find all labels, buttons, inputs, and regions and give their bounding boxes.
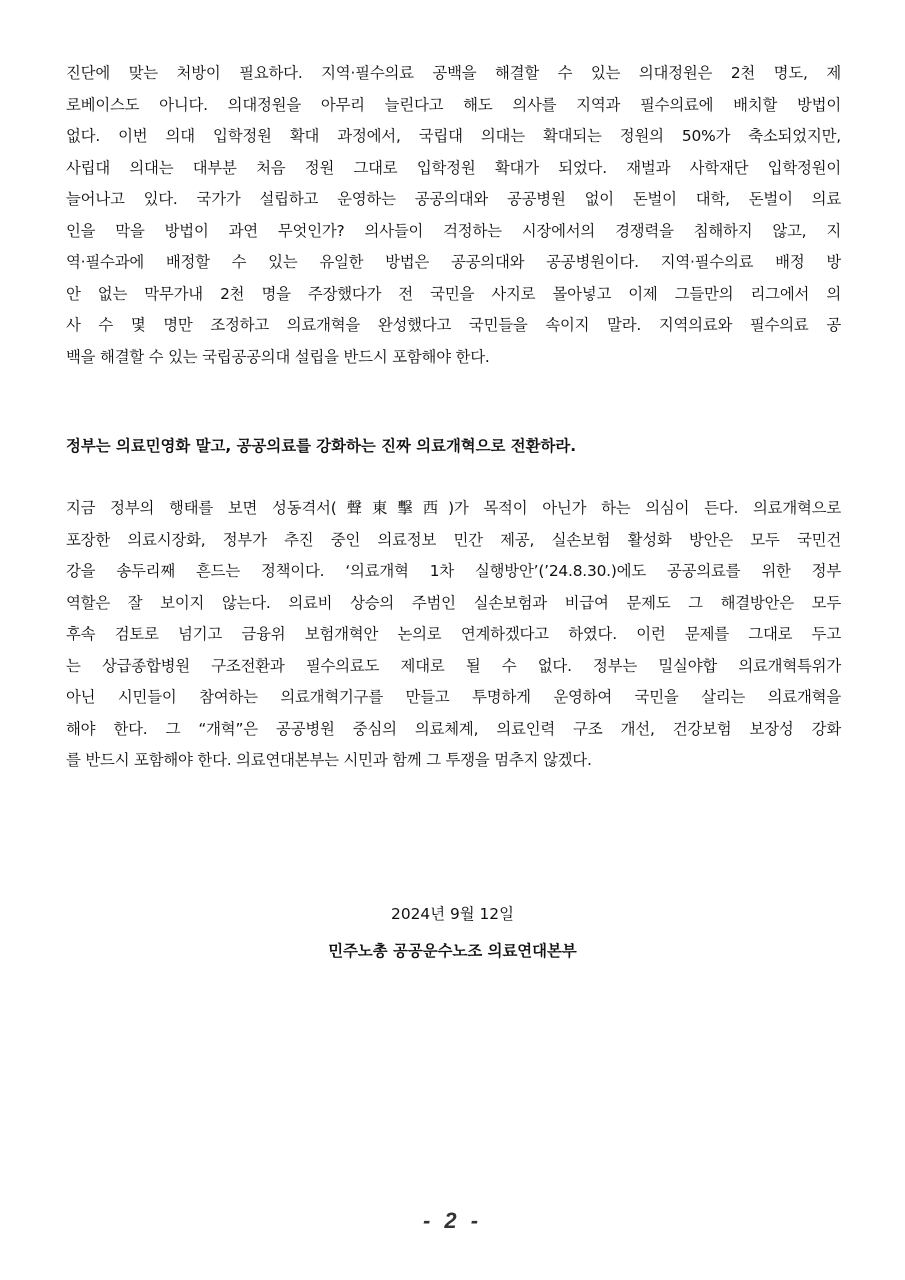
- issue-date: 2024년 9월 12일: [391, 905, 514, 923]
- paragraph-line: 없다. 이번 의대 입학정원 확대 과정에서, 국립대 의대는 확대되는 정원의 50%가 축소되었지만,: [66, 127, 841, 145]
- paragraph-line: 늘어나고 있다. 국가가 설립하고 운영하는 공공의대와 공공병원 없이 돈벌이 대학, 돈벌이 의료: [66, 190, 841, 208]
- paragraph-line: 포장한 의료시장화, 정부가 추진 중인 의료정보 민간 제공, 실손보험 활성화 방안은 모두 국민건: [66, 530, 841, 549]
- paragraph-line: 아닌 시민들이 참여하는 의료개혁기구를 만들고 투명하게 운영하여 국민을 살리는 의료개혁을: [66, 688, 841, 706]
- page-number: - 2 -: [422, 1208, 483, 1233]
- paragraph-line: 안 없는 막무가내 2천 명을 주장했다가 전 국민을 사지로 몰아넣고 이제 그들만의 리그에서 의: [66, 284, 841, 303]
- paragraph-line: 진단에 맞는 처방이 필요하다. 지역·필수의료 공백을 해결할 수 있는 의대정원은 2천 명도, 제: [66, 64, 841, 82]
- paragraph-line: 역·필수과에 배정할 수 있는 유일한 방법은 공공의대와 공공병원이다. 지역·필수의료 배정 방: [66, 253, 841, 271]
- section-heading: 정부는 의료민영화 말고, 공공의료를 강화하는 진짜 의료개혁으로 전환하라.: [66, 437, 577, 455]
- paragraph-line: 지금 정부의 행태를 보면 성동격서(聲東擊西)가 목적이 아닌가 하는 의심이 든다. 의료개혁으로: [66, 499, 841, 517]
- paragraph-line: 사 수 몇 명만 조정하고 의료개혁을 완성했다고 국민들을 속이지 말라. 지역의료와 필수의료 공: [66, 316, 841, 334]
- paragraph-line: 역할은 잘 보이지 않는다. 의료비 상승의 주범인 실손보험과 비급여 문제도 그 해결방안은 모두: [66, 593, 841, 612]
- paragraph-public-medical-school: [66, 58, 841, 373]
- paragraph-line: 는 상급종합병원 구조전환과 필수의료도 제대로 될 수 없다. 정부는 밀실야합 의료개혁특위가: [66, 656, 841, 675]
- paragraph-government-reform: [66, 493, 841, 777]
- paragraph-line: 강을 송두리째 흔드는 정책이다. ‘의료개혁 1차 실행방안’(’24.8.30.)에도 공공의료를 위한 정부: [66, 562, 841, 580]
- organization-signature: 민주노총 공공운수노조 의료연대본부: [328, 942, 577, 960]
- paragraph-line: 후속 검토로 넘기고 금융위 보험개혁안 논의로 연계하겠다고 하였다. 이런 문제를 그대로 두고: [66, 625, 841, 643]
- paragraph-line: 백을 해결할 수 있는 국립공공의대 설립을 반드시 포함해야 한다.: [66, 347, 490, 366]
- paragraph-line: 해야 한다. 그 “개혁”은 공공병원 중심의 의료체계, 의료인력 구조 개선, 건강보험 보장성 강화: [66, 719, 841, 738]
- paragraph-line: 를 반드시 포함해야 한다. 의료연대본부는 시민과 함께 그 투쟁을 멈추지 않겠다.: [66, 751, 592, 769]
- paragraph-line: 로베이스도 아니다. 의대정원을 아무리 늘린다고 해도 의사를 지역과 필수의료에 배치할 방법이: [66, 95, 841, 114]
- paragraph-line: 사립대 의대는 대부분 처음 정원 그대로 입학정원 확대가 되었다. 재벌과 사학재단 입학정원이: [66, 158, 841, 177]
- paragraph-line: 인을 막을 방법이 과연 무엇인가? 의사들이 걱정하는 시장에서의 경쟁력을 침해하지 않고, 지: [66, 221, 841, 240]
